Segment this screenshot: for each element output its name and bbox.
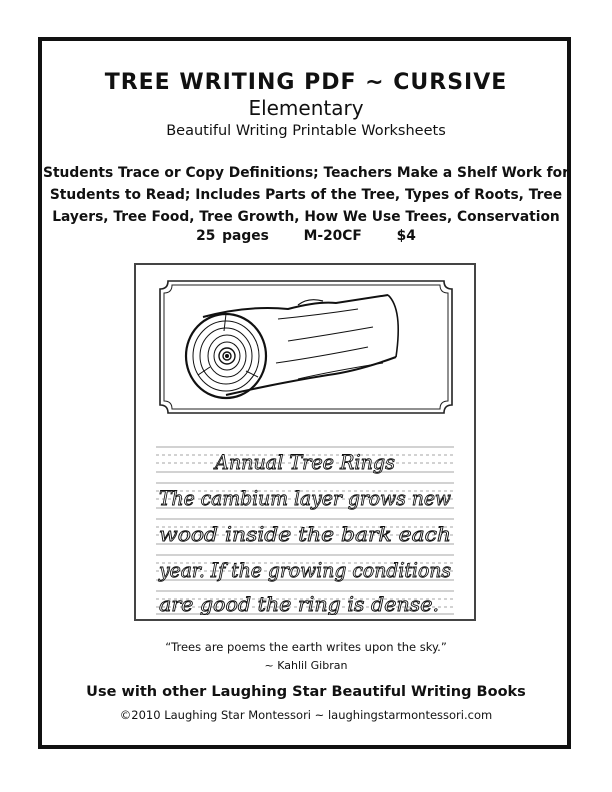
- description-line: Students to Read; Includes Parts of the Tree, Types of Roots, Tree: [49, 187, 563, 203]
- tree-log-rings-icon: [186, 295, 398, 398]
- description: [0, 162, 612, 228]
- handwriting-lines: [156, 445, 454, 615]
- price: $4: [396, 228, 416, 244]
- worksheet-line: wood inside the bark each: [159, 522, 451, 546]
- worksheet-line: The cambium layer grows new: [159, 486, 451, 510]
- picture-frame: [158, 279, 454, 415]
- worksheet-preview: [134, 263, 476, 621]
- quote-author: ~ Kahlil Gibran: [264, 659, 348, 672]
- description-line: Layers, Tree Food, Tree Growth, How We Use Trees, Conservation: [52, 209, 560, 225]
- worksheet-line: year. If the growing conditions: [158, 558, 451, 582]
- description-line: Students Trace or Copy Definitions; Teachers Make a Shelf Work for: [43, 165, 569, 181]
- promo-text: Use with other Laughing Star Beautiful Writing Books: [86, 684, 526, 700]
- product-code: M-20CF: [303, 228, 362, 244]
- product-info: [0, 228, 612, 244]
- page-count: 25 pages: [196, 228, 269, 244]
- page-title: TREE WRITING PDF ~ CURSIVE: [104, 70, 508, 95]
- worksheet-heading: Annual Tree Rings: [213, 450, 395, 474]
- quote-text: “Trees are poems the earth writes upon the sky.”: [165, 640, 447, 654]
- copyright-text: ©2010 Laughing Star Montessori ~ laughingstarmontessori.com: [119, 708, 493, 722]
- worksheet-line: are good the ring is dense.: [159, 592, 439, 615]
- level-subtitle: Elementary: [248, 96, 364, 120]
- tagline: Beautiful Writing Printable Worksheets: [166, 123, 446, 139]
